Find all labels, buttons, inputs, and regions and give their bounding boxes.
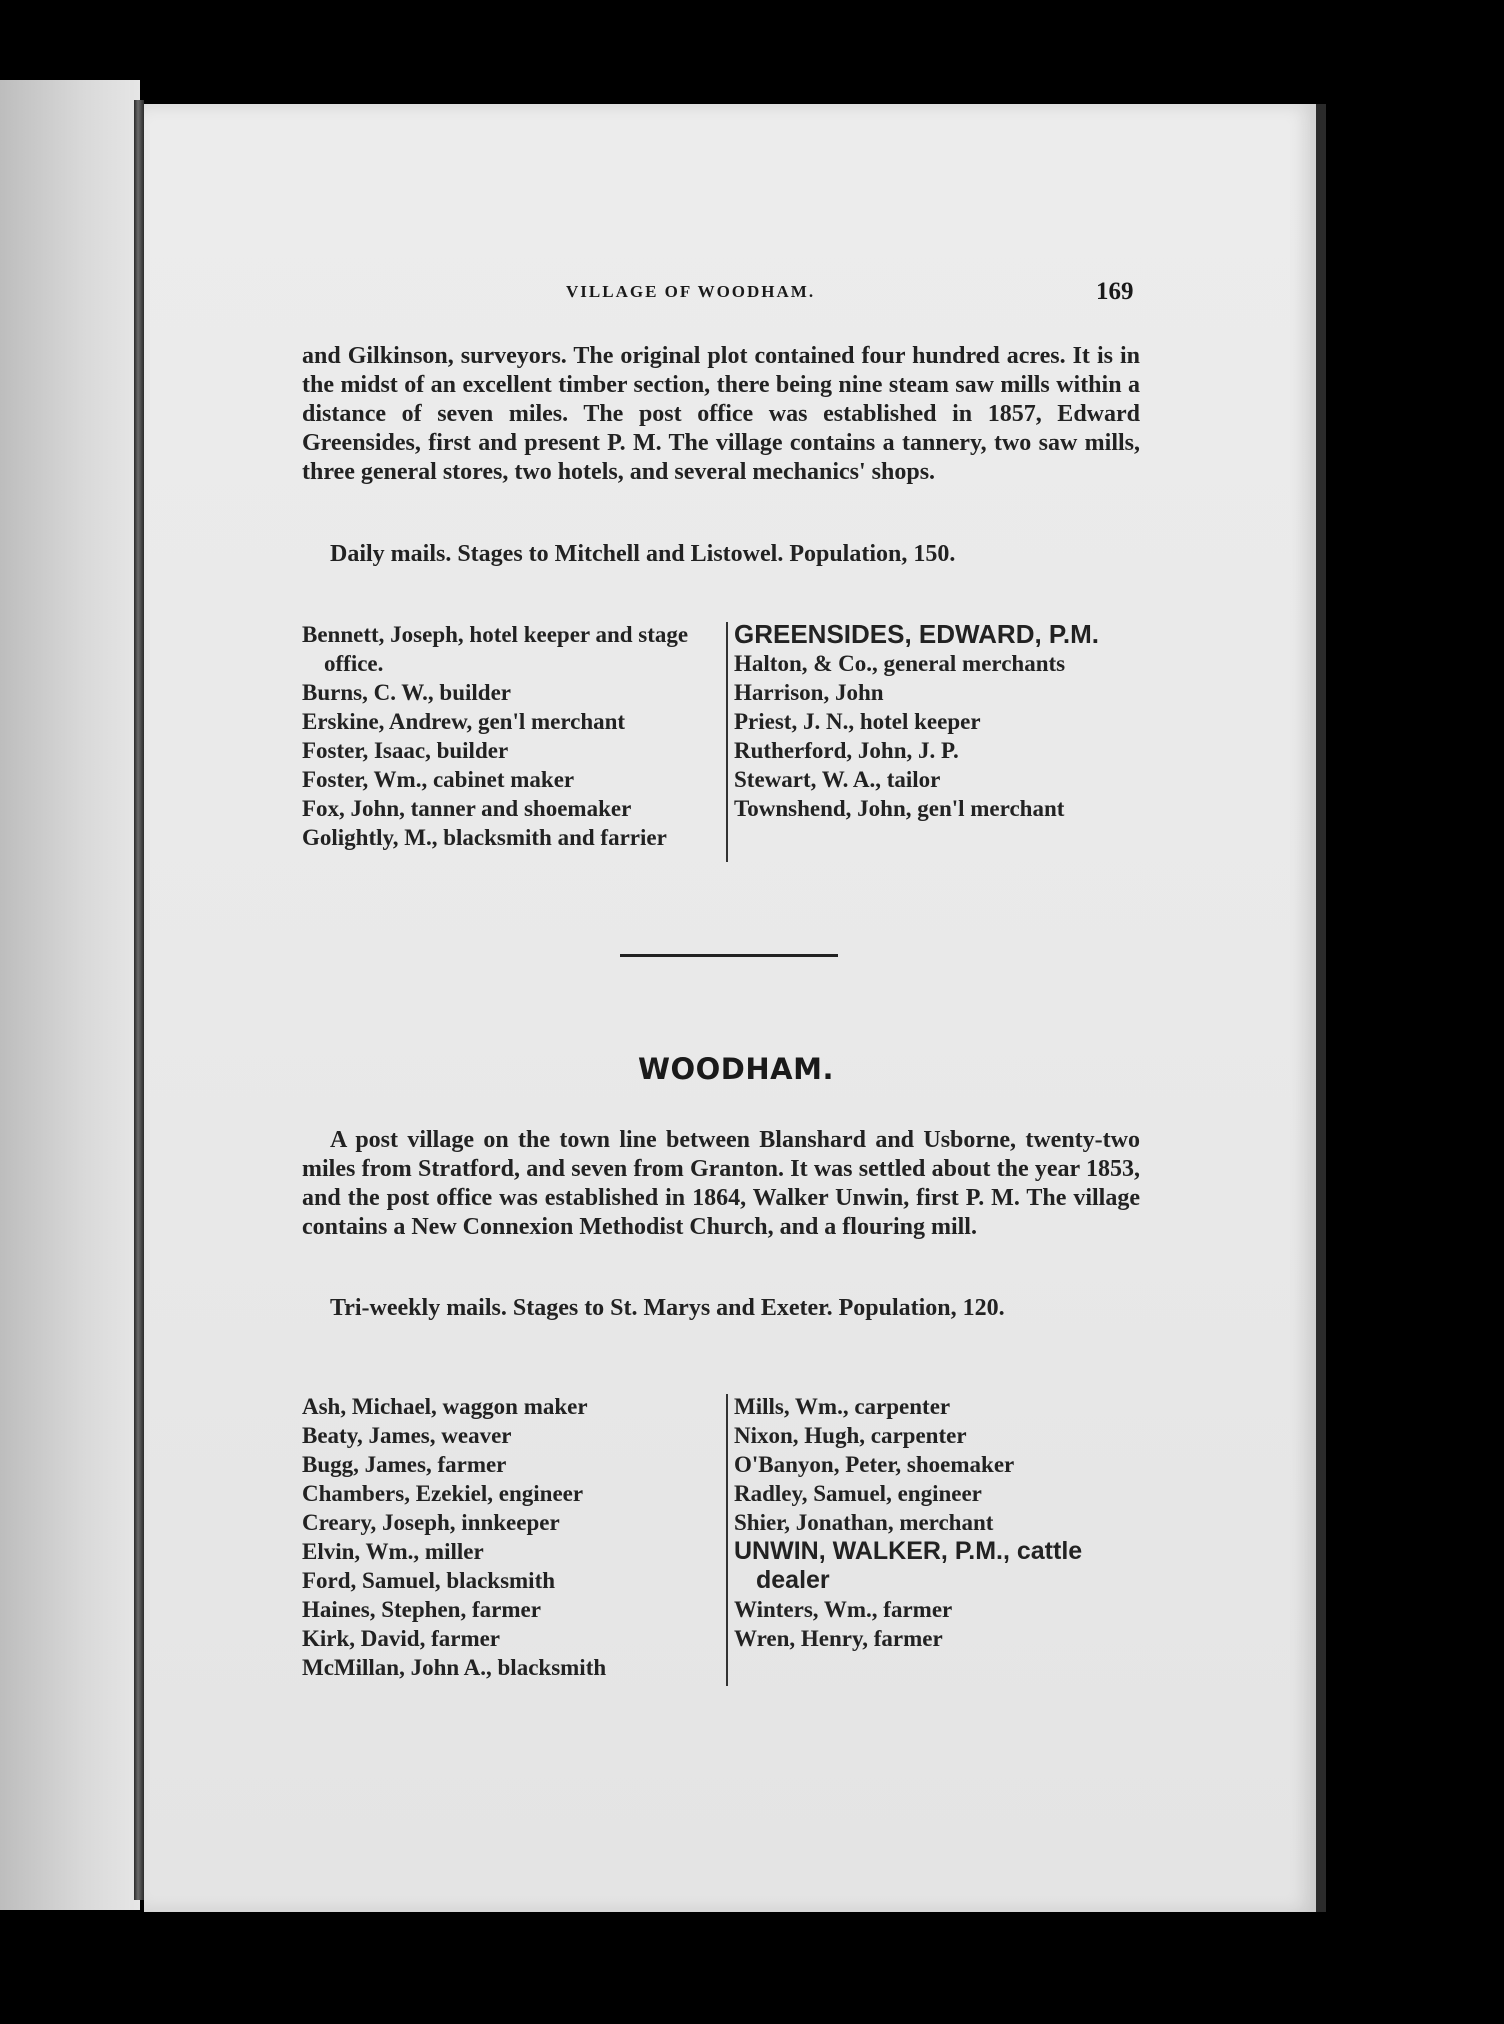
directory-entry: Mills, Wm., carpenter bbox=[734, 1394, 951, 1419]
section-heading: WOODHAM. bbox=[638, 1052, 834, 1086]
running-head: VILLAGE OF WOODHAM. bbox=[566, 282, 816, 301]
directory-entry: Beaty, James, weaver bbox=[302, 1423, 512, 1448]
directory-entry: Burns, C. W., builder bbox=[302, 680, 511, 705]
directory-entry: Townshend, John, gen'l merchant bbox=[734, 796, 1065, 821]
directory-entry: Kirk, David, farmer bbox=[302, 1626, 501, 1651]
directory-entry: O'Banyon, Peter, shoemaker bbox=[734, 1452, 1015, 1477]
directory-2-right-column bbox=[734, 1392, 1144, 1653]
column-divider bbox=[726, 622, 728, 862]
directory-entry: Elvin, Wm., miller bbox=[302, 1539, 484, 1564]
directory-entry: Haines, Stephen, farmer bbox=[302, 1597, 541, 1622]
directory-entry: Chambers, Ezekiel, engineer bbox=[302, 1481, 584, 1506]
directory-entry: Foster, Isaac, builder bbox=[302, 738, 509, 763]
directory-entry: Bugg, James, farmer bbox=[302, 1452, 507, 1477]
directory-entry: Fox, John, tanner and shoemaker bbox=[302, 796, 632, 821]
directory-entry: Ford, Samuel, blacksmith bbox=[302, 1568, 556, 1593]
directory-entry: Shier, Jonathan, merchant bbox=[734, 1510, 994, 1535]
intro-mails-line: Daily mails. Stages to Mitchell and Listowel. Population, 150. bbox=[330, 541, 956, 567]
directory-entry: McMillan, John A., blacksmith bbox=[302, 1655, 607, 1680]
directory-entry: Priest, J. N., hotel keeper bbox=[734, 709, 981, 734]
directory-entry: Stewart, W. A., tailor bbox=[734, 767, 941, 792]
section-paragraph: A post village on the town line between Blanshard and Usborne, twenty-two miles from Stratford, and seven from Granton. It was settled about the year 1853, and the post office was established in 1864, Walker Unwin, first P. M. The village contains a New Connexion Methodist Church, and a flouring mill. bbox=[302, 1127, 1140, 1240]
book-spine bbox=[134, 100, 144, 1900]
directory-2-left-column bbox=[302, 1392, 720, 1682]
page-edge-shadow bbox=[1316, 104, 1326, 1912]
directory-entry: Nixon, Hugh, carpenter bbox=[734, 1423, 967, 1448]
section-divider-rule bbox=[620, 954, 838, 957]
directory-entry: Winters, Wm., farmer bbox=[734, 1597, 953, 1622]
directory-entry: Ash, Michael, waggon maker bbox=[302, 1394, 588, 1419]
directory-entry: Rutherford, John, J. P. bbox=[734, 738, 959, 763]
column-divider bbox=[726, 1394, 728, 1686]
directory-entry-postmaster: GREENSIDES, EDWARD, P.M. bbox=[734, 619, 1100, 649]
directory-entry-postmaster: UNWIN, WALKER, P.M., cattle dealer bbox=[734, 1537, 1083, 1594]
directory-entry: Bennett, Joseph, hotel keeper and stage office. bbox=[302, 622, 689, 676]
directory-entry: Golightly, M., blacksmith and farrier bbox=[302, 825, 667, 850]
directory-entry: Radley, Samuel, engineer bbox=[734, 1481, 982, 1506]
directory-1-right-column bbox=[734, 620, 1144, 823]
page-number: 169 bbox=[1096, 278, 1134, 305]
directory-entry: Wren, Henry, farmer bbox=[734, 1626, 943, 1651]
directory-1-left-column bbox=[302, 620, 720, 852]
directory-entry: Erskine, Andrew, gen'l merchant bbox=[302, 709, 626, 734]
directory-entry: Harrison, John bbox=[734, 680, 884, 705]
facing-page-margin bbox=[0, 80, 140, 1910]
directory-entry: Foster, Wm., cabinet maker bbox=[302, 767, 575, 792]
intro-paragraph: and Gilkinson, surveyors. The original plot contained four hundred acres. It is in the midst of an excellent timber section, there being nine steam saw mills within a distance of seven miles. The post office was established in 1857, Edward Greensides, first and present P. M. The village contains a tannery, two saw mills, three general stores, two hotels, and several mechanics' shops. bbox=[302, 343, 1140, 485]
directory-entry: Creary, Joseph, innkeeper bbox=[302, 1510, 560, 1535]
section-mails-line: Tri-weekly mails. Stages to St. Marys and Exeter. Population, 120. bbox=[330, 1295, 1005, 1321]
directory-entry: Halton, & Co., general merchants bbox=[734, 651, 1066, 676]
